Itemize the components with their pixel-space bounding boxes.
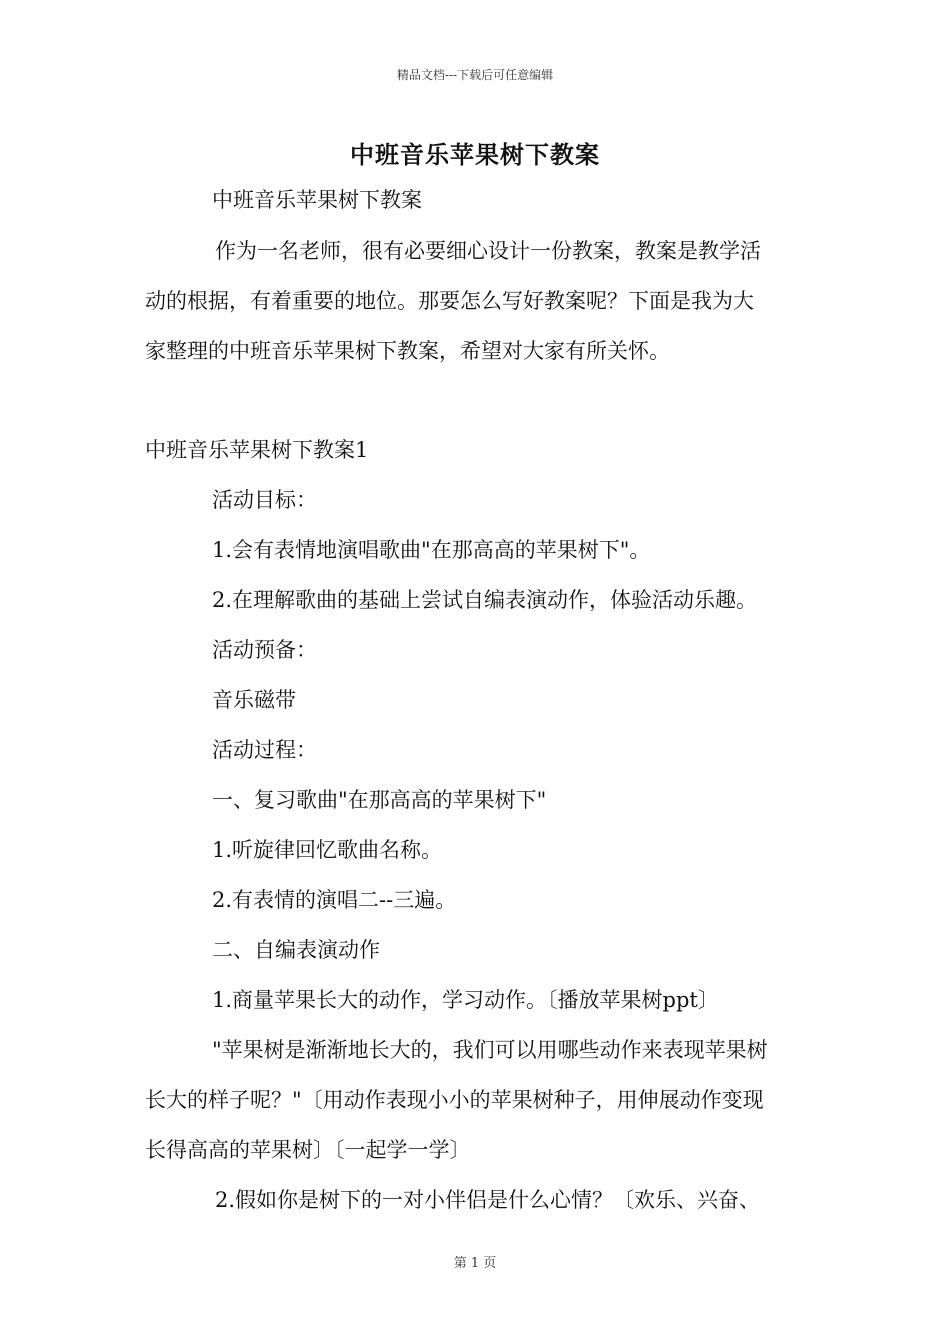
step-one-heading: 一、复习歌曲"在那高高的苹果树下" — [212, 788, 547, 812]
step-one-item-2: 2.有表情的演唱二--三遍。 — [212, 888, 457, 912]
step-two-heading: 二、自编表演动作 — [212, 938, 380, 962]
intro-line-3: 家整理的中班音乐苹果树下教案，希望对大家有所关怀。 — [145, 339, 670, 363]
prep-heading: 活动预备： — [212, 638, 317, 662]
step-one-item-1: 1.听旋律回忆歌曲名称。 — [212, 838, 443, 862]
process-heading: 活动过程： — [212, 738, 317, 762]
intro-line-1: 作为一名老师，很有必要细心设计一份教案，教案是教学活 — [215, 239, 761, 263]
quote-line-2: 长大的样子呢？"〔用动作表现小小的苹果树种子，用伸展动作变现 — [145, 1088, 764, 1112]
quote-line-1: "苹果树是渐渐地长大的，我们可以用哪些动作来表现苹果树 — [212, 1038, 768, 1062]
page-number: 第 1 页 — [453, 1256, 497, 1271]
subtitle-line: 中班音乐苹果树下教案 — [212, 188, 422, 212]
goal-1: 1.会有表情地演唱歌曲"在那高高的苹果树下"。 — [212, 538, 651, 562]
step-two-item-1: 1.商量苹果长大的动作，学习动作。〔播放苹果树ppt〕 — [212, 988, 719, 1012]
intro-line-2: 动的根据，有着重要的地位。那要怎么写好教案呢？下面是我为大 — [145, 289, 754, 313]
goal-2: 2.在理解歌曲的基础上尝试自编表演动作，体验活动乐趣。 — [212, 588, 758, 612]
prep-item: 音乐磁带 — [212, 688, 296, 712]
goal-heading: 活动目标： — [212, 488, 317, 512]
page-header: 精品文档---下载后可任意编辑 — [396, 68, 554, 82]
document-title: 中班音乐苹果树下教案 — [350, 140, 600, 169]
section-heading: 中班音乐苹果树下教案1 — [145, 438, 369, 462]
quote-line-3: 长得高高的苹果树〕〔一起学一学〕 — [145, 1138, 471, 1162]
step-two-item-2: 2.假如你是树下的一对小伴侣是什么心情？〔欢乐、兴奋、 — [215, 1188, 761, 1212]
